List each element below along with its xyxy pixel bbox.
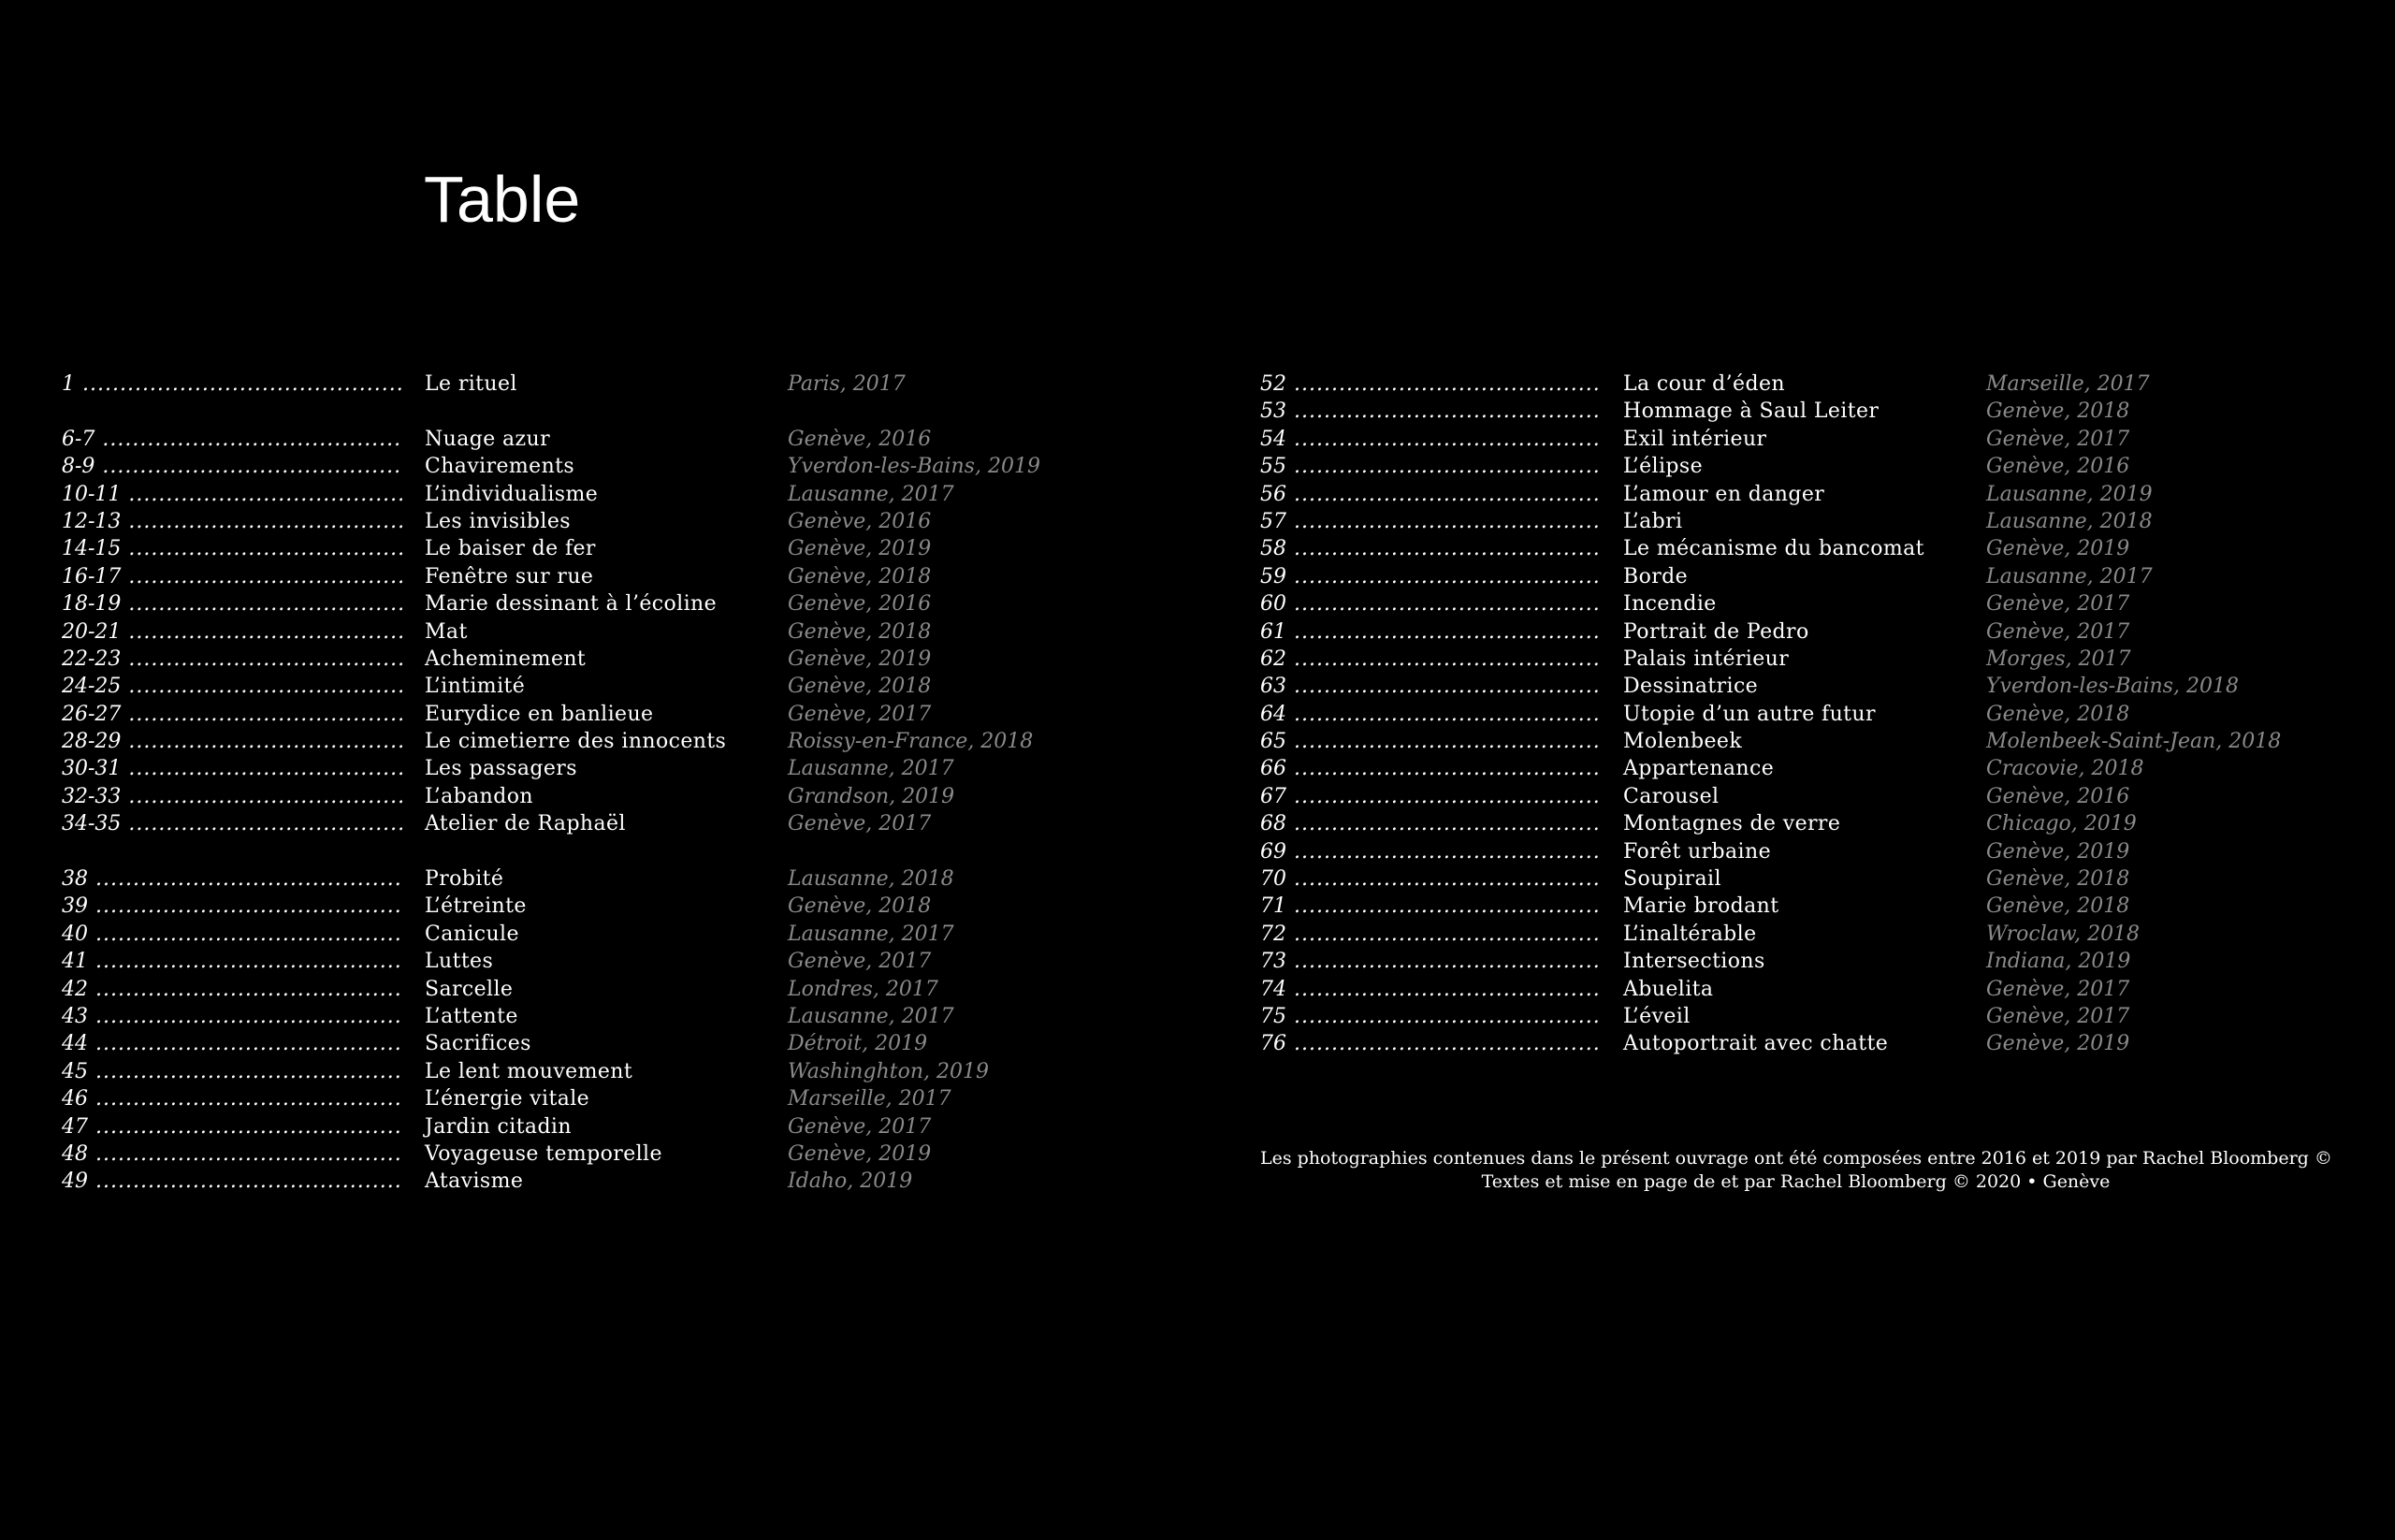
toc-photo-title: Palais intérieur bbox=[1623, 647, 1790, 671]
toc-entry bbox=[1260, 426, 2395, 453]
toc-entry bbox=[1260, 976, 2395, 1003]
toc-entry bbox=[62, 921, 1212, 948]
toc-entry bbox=[1260, 481, 2395, 508]
toc-photo-title: Le lent mouvement bbox=[425, 1059, 633, 1083]
toc-entry bbox=[1260, 646, 2395, 673]
toc-location-year: Lausanne, 2019 bbox=[1986, 482, 2153, 506]
toc-entry bbox=[1260, 453, 2395, 480]
toc-page-number: 71 ..... bbox=[1260, 893, 1601, 920]
toc-photo-title: Dessinatrice bbox=[1623, 675, 1759, 699]
toc-photo-title: Atelier de Raphaël bbox=[425, 812, 626, 836]
toc-page-number: 38 ..... bbox=[62, 865, 402, 893]
toc-location-year: Genève, 2017 bbox=[1986, 619, 2130, 644]
toc-page-number: 53 ..... bbox=[1260, 398, 1601, 425]
toc-location-year: Roissy-en-France, 2018 bbox=[788, 730, 1034, 754]
toc-location-year: Wroclaw, 2018 bbox=[1986, 922, 2141, 946]
toc-photo-title: Carousel bbox=[1623, 784, 1720, 808]
toc-location-year: Indiana, 2019 bbox=[1986, 950, 2131, 974]
toc-photo-title: Exil intérieur bbox=[1623, 427, 1767, 451]
toc-photo-title: Marie dessinant à l’écoline bbox=[425, 592, 718, 617]
toc-page-number: 66 ..... bbox=[1260, 755, 1601, 782]
toc-photo-title: Fenêtre sur rue bbox=[425, 564, 594, 588]
toc-location-year: Lausanne, 2017 bbox=[1986, 564, 2153, 588]
toc-entry bbox=[1260, 921, 2395, 948]
toc-location-year: Genève, 2019 bbox=[1986, 537, 2130, 561]
toc-page-number: 14-15 ..... bbox=[62, 535, 402, 562]
toc-photo-title: Probité bbox=[425, 867, 504, 892]
toc-page-number: 44 ..... bbox=[62, 1030, 402, 1057]
toc-entry bbox=[62, 563, 1212, 590]
toc-location-year: Genève, 2017 bbox=[1986, 427, 2130, 451]
toc-entry bbox=[62, 810, 1212, 837]
toc-location-year: Genève, 2016 bbox=[788, 427, 932, 451]
toc-entry bbox=[1260, 755, 2395, 782]
toc-photo-title: Le cimetierre des innocents bbox=[425, 730, 727, 754]
toc-page-number: 67 ..... bbox=[1260, 783, 1601, 810]
toc-photo-title: Mat bbox=[425, 619, 468, 644]
toc-entry bbox=[62, 370, 1212, 398]
toc-page-number: 18-19 ..... bbox=[62, 590, 402, 617]
toc-entry bbox=[62, 481, 1212, 508]
toc-photo-title: Luttes bbox=[425, 950, 494, 974]
toc-photo-title: Jardin citadin bbox=[425, 1114, 572, 1139]
toc-photo-title: L’intimité bbox=[425, 675, 526, 699]
toc-entry bbox=[1260, 701, 2395, 728]
toc-page-number: 41 ..... bbox=[62, 948, 402, 975]
toc-page-number: 68 ..... bbox=[1260, 810, 1601, 837]
toc-page-number: 61 ..... bbox=[1260, 618, 1601, 646]
toc-entry bbox=[62, 1058, 1212, 1085]
toc-location-year: Genève, 2018 bbox=[1986, 894, 2130, 919]
toc-location-year: Molenbeek-Saint-Jean, 2018 bbox=[1986, 730, 2282, 754]
toc-photo-title: Nuage azur bbox=[425, 427, 551, 451]
toc-entry bbox=[1260, 948, 2395, 975]
toc-page-number: 62 ..... bbox=[1260, 646, 1601, 673]
toc-photo-title: La cour d’éden bbox=[1623, 372, 1785, 396]
toc-page-number: 59 ..... bbox=[1260, 563, 1601, 590]
toc-entry bbox=[1260, 893, 2395, 920]
toc-entry bbox=[62, 426, 1212, 453]
toc-location-year: Genève, 2017 bbox=[788, 1114, 932, 1139]
toc-entry bbox=[1260, 865, 2395, 893]
toc-location-year: Genève, 2019 bbox=[788, 647, 932, 671]
toc-photo-title: Intersections bbox=[1623, 950, 1765, 974]
toc-entry bbox=[62, 728, 1212, 755]
toc-location-year: Genève, 2019 bbox=[1986, 839, 2130, 864]
toc-page-number: 64 ..... bbox=[1260, 701, 1601, 728]
toc-entry bbox=[1260, 563, 2395, 590]
toc-page-number: 60 ..... bbox=[1260, 590, 1601, 617]
toc-location-year: Genève, 2019 bbox=[1986, 1032, 2130, 1056]
toc-location-year: Morges, 2017 bbox=[1986, 647, 2131, 671]
toc-photo-title: Le rituel bbox=[425, 372, 517, 396]
toc-photo-title: Montagnes de verre bbox=[1623, 812, 1841, 836]
toc-page-number: 74 ..... bbox=[1260, 976, 1601, 1003]
toc-entry bbox=[62, 976, 1212, 1003]
toc-photo-title: Chavirements bbox=[425, 455, 575, 479]
toc-page-number: 46 ..... bbox=[62, 1085, 402, 1112]
toc-page-number: 8-9 ..... bbox=[62, 453, 402, 480]
toc-photo-title: L’abandon bbox=[425, 784, 533, 808]
toc-location-year: Genève, 2016 bbox=[788, 509, 932, 533]
toc-page-number: 43 ..... bbox=[62, 1003, 402, 1030]
toc-page-number: 10-11 ..... bbox=[62, 481, 402, 508]
toc-photo-title: Hommage à Saul Leiter bbox=[1623, 400, 1880, 424]
toc-entry bbox=[62, 1085, 1212, 1112]
toc-entry bbox=[1260, 838, 2395, 865]
toc-page-number: 20-21 ..... bbox=[62, 618, 402, 646]
toc-entry bbox=[62, 783, 1212, 810]
toc-photo-title: L’abri bbox=[1623, 509, 1683, 533]
toc-entry bbox=[62, 590, 1212, 617]
toc-entry bbox=[1260, 590, 2395, 617]
toc-location-year: Chicago, 2019 bbox=[1986, 812, 2137, 836]
toc-location-year: Marseille, 2017 bbox=[788, 1087, 951, 1111]
toc-entry bbox=[1260, 1003, 2395, 1030]
toc-location-year: Genève, 2018 bbox=[788, 894, 932, 919]
toc-location-year: Genève, 2017 bbox=[1986, 592, 2130, 617]
toc-location-year: Lausanne, 2017 bbox=[788, 482, 954, 506]
toc-location-year: Grandson, 2019 bbox=[788, 784, 955, 808]
toc-photo-title: Le baiser de fer bbox=[425, 537, 596, 561]
toc-photo-title: Appartenance bbox=[1623, 757, 1775, 781]
toc-page-number: 72 ..... bbox=[1260, 921, 1601, 948]
toc-entry bbox=[62, 755, 1212, 782]
toc-photo-title: Borde bbox=[1623, 564, 1689, 588]
credits bbox=[1260, 1147, 2331, 1194]
toc-page-number: 22-23 ..... bbox=[62, 646, 402, 673]
toc-photo-title: Portrait de Pedro bbox=[1623, 619, 1809, 644]
toc-location-year: Lausanne, 2017 bbox=[788, 922, 954, 946]
toc-photo-title: L’étreinte bbox=[425, 894, 527, 919]
toc-entry bbox=[62, 673, 1212, 700]
toc-page-number: 75 ..... bbox=[1260, 1003, 1601, 1030]
toc-location-year: Genève, 2018 bbox=[788, 619, 932, 644]
toc-photo-title: L’individualisme bbox=[425, 482, 599, 506]
toc-location-year: Cracovie, 2018 bbox=[1986, 757, 2144, 781]
toc-entry bbox=[1260, 535, 2395, 562]
toc-right-column bbox=[1260, 370, 2395, 1058]
toc-photo-title: L’inaltérable bbox=[1623, 922, 1757, 946]
toc-location-year: Genève, 2018 bbox=[1986, 867, 2130, 892]
toc-photo-title: Incendie bbox=[1623, 592, 1717, 617]
toc-entry bbox=[62, 1168, 1212, 1195]
toc-location-year: Genève, 2016 bbox=[1986, 784, 2130, 808]
toc-location-year: Genève, 2017 bbox=[788, 950, 932, 974]
toc-entry bbox=[1260, 728, 2395, 755]
page-title: Table bbox=[424, 163, 581, 236]
credits-line-texts: Textes et mise en page de et par Rachel Bloomberg © 2020 • Genève bbox=[1481, 1171, 2111, 1192]
toc-photo-title: Molenbeek bbox=[1623, 730, 1743, 754]
toc-photo-title: Acheminement bbox=[425, 647, 587, 671]
toc-photo-title: Voyageuse temporelle bbox=[425, 1141, 662, 1166]
toc-page-number: 73 ..... bbox=[1260, 948, 1601, 975]
toc-photo-title: L’attente bbox=[425, 1004, 518, 1028]
toc-entry bbox=[62, 701, 1212, 728]
toc-entry bbox=[62, 1030, 1212, 1057]
toc-entry bbox=[62, 865, 1212, 893]
toc-photo-title: Les invisibles bbox=[425, 509, 571, 533]
toc-page-number: 70 ..... bbox=[1260, 865, 1601, 893]
toc-photo-title: Forêt urbaine bbox=[1623, 839, 1771, 864]
toc-photo-title: Les passagers bbox=[425, 757, 577, 781]
toc-page-number: 54 ..... bbox=[1260, 426, 1601, 453]
toc-page-number: 34-35 ..... bbox=[62, 810, 402, 837]
toc-page-number: 42 ..... bbox=[62, 976, 402, 1003]
toc-page-number: 45 ..... bbox=[62, 1058, 402, 1085]
toc-location-year: Genève, 2019 bbox=[788, 1141, 932, 1166]
toc-entry bbox=[1260, 508, 2395, 535]
toc-page-number: 1 ..... bbox=[62, 370, 402, 398]
toc-left-column bbox=[62, 370, 1212, 1196]
toc-page-number: 76 ..... bbox=[1260, 1030, 1601, 1057]
toc-photo-title: L’énergie vitale bbox=[425, 1087, 590, 1111]
toc-location-year: Genève, 2017 bbox=[1986, 977, 2130, 1001]
toc-photo-title: L’éveil bbox=[1623, 1004, 1691, 1028]
toc-photo-title: Abuelita bbox=[1623, 977, 1714, 1001]
toc-photo-title: L’amour en danger bbox=[1623, 482, 1825, 506]
toc-photo-title: Sarcelle bbox=[425, 977, 514, 1001]
toc-photo-title: Utopie d’un autre futur bbox=[1623, 702, 1876, 726]
toc-location-year: Londres, 2017 bbox=[788, 977, 938, 1001]
toc-location-year: Genève, 2018 bbox=[788, 675, 932, 699]
toc-entry bbox=[62, 508, 1212, 535]
toc-photo-title: Marie brodant bbox=[1623, 894, 1779, 919]
toc-page-number: 39 ..... bbox=[62, 893, 402, 920]
toc-page-number: 30-31 ..... bbox=[62, 755, 402, 782]
toc-page-number: 55 ..... bbox=[1260, 453, 1601, 480]
toc-location-year: Genève, 2017 bbox=[1986, 1004, 2130, 1028]
toc-photo-title: Soupirail bbox=[1623, 867, 1721, 892]
toc-page-number: 57 ..... bbox=[1260, 508, 1601, 535]
toc-entry bbox=[62, 1140, 1212, 1168]
toc-location-year: Genève, 2017 bbox=[788, 702, 932, 726]
toc-location-year: Lausanne, 2018 bbox=[1986, 509, 2153, 533]
toc-location-year: Genève, 2019 bbox=[788, 537, 932, 561]
toc-entry bbox=[1260, 783, 2395, 810]
toc-page-number: 32-33 ..... bbox=[62, 783, 402, 810]
toc-location-year: Yverdon-les-Bains, 2019 bbox=[788, 455, 1040, 479]
toc-photo-title: Eurydice en banlieue bbox=[425, 702, 654, 726]
toc-entry bbox=[1260, 370, 2395, 398]
toc-photo-title: L’élipse bbox=[1623, 455, 1704, 479]
toc-entry bbox=[1260, 810, 2395, 837]
toc-entry bbox=[62, 948, 1212, 975]
toc-entry bbox=[1260, 398, 2395, 425]
toc-page-number: 40 ..... bbox=[62, 921, 402, 948]
toc-page-number: 48 ..... bbox=[62, 1140, 402, 1168]
toc-photo-title: Le mécanisme du bancomat bbox=[1623, 537, 1924, 561]
toc-location-year: Lausanne, 2018 bbox=[788, 867, 954, 892]
toc-location-year: Lausanne, 2017 bbox=[788, 757, 954, 781]
toc-page-number: 69 ..... bbox=[1260, 838, 1601, 865]
toc-page-number: 65 ..... bbox=[1260, 728, 1601, 755]
toc-location-year: Marseille, 2017 bbox=[1986, 372, 2150, 396]
toc-entry bbox=[1260, 1030, 2395, 1057]
toc-photo-title: Canicule bbox=[425, 922, 519, 946]
toc-location-year: Paris, 2017 bbox=[788, 372, 906, 396]
toc-page-number: 12-13 ..... bbox=[62, 508, 402, 535]
toc-entry bbox=[62, 618, 1212, 646]
toc-page-number: 52 ..... bbox=[1260, 370, 1601, 398]
toc-location-year: Idaho, 2019 bbox=[788, 1170, 913, 1194]
toc-page-number: 58 ..... bbox=[1260, 535, 1601, 562]
toc-page-number: 24-25 ..... bbox=[62, 673, 402, 700]
toc-location-year: Lausanne, 2017 bbox=[788, 1004, 954, 1028]
toc-entry bbox=[62, 1003, 1212, 1030]
toc-entry bbox=[62, 893, 1212, 920]
toc-page-number: 47 ..... bbox=[62, 1113, 402, 1140]
toc-location-year: Yverdon-les-Bains, 2018 bbox=[1986, 675, 2239, 699]
toc-page-number: 56 ..... bbox=[1260, 481, 1601, 508]
toc-entry bbox=[62, 535, 1212, 562]
toc-entry bbox=[62, 646, 1212, 673]
toc-entry bbox=[62, 453, 1212, 480]
toc-entry bbox=[1260, 618, 2395, 646]
toc-page-number: 26-27 ..... bbox=[62, 701, 402, 728]
toc-page-number: 16-17 ..... bbox=[62, 563, 402, 590]
toc-location-year: Genève, 2016 bbox=[1986, 455, 2130, 479]
toc-photo-title: Sacrifices bbox=[425, 1032, 531, 1056]
toc-photo-title: Autoportrait avec chatte bbox=[1623, 1032, 1889, 1056]
toc-entry bbox=[62, 1113, 1212, 1140]
toc-page-number: 6-7 ..... bbox=[62, 426, 402, 453]
toc-page-number: 63 ..... bbox=[1260, 673, 1601, 700]
toc-location-year: Washinghton, 2019 bbox=[788, 1059, 989, 1083]
toc-page-number: 28-29 ..... bbox=[62, 728, 402, 755]
toc-location-year: Genève, 2017 bbox=[788, 812, 932, 836]
toc-photo-title: Atavisme bbox=[425, 1170, 524, 1194]
toc-location-year: Genève, 2018 bbox=[1986, 702, 2130, 726]
toc-location-year: Détroit, 2019 bbox=[788, 1032, 928, 1056]
toc-entry bbox=[1260, 673, 2395, 700]
credits-line-photos: Les photographies contenues dans le présent ouvrage ont été composées entre 2016 et 2019 par Rachel Bloomberg © bbox=[1260, 1148, 2332, 1169]
toc-page-number: 49 ..... bbox=[62, 1168, 402, 1195]
toc-location-year: Genève, 2018 bbox=[788, 564, 932, 588]
toc-location-year: Genève, 2018 bbox=[1986, 400, 2130, 424]
toc-location-year: Genève, 2016 bbox=[788, 592, 932, 617]
